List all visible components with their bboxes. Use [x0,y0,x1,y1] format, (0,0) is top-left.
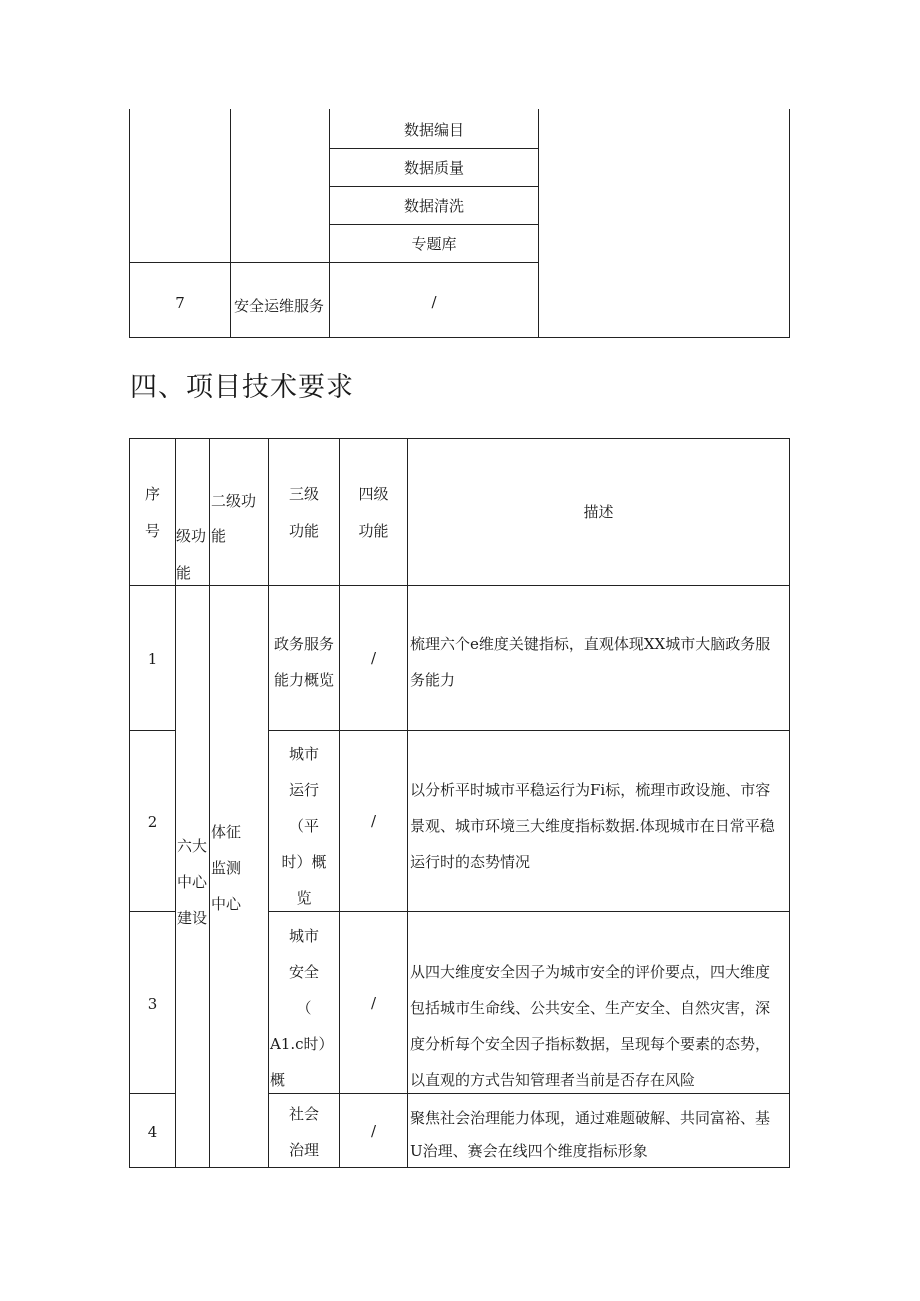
table-border [129,262,539,263]
row-third-level: （ [296,999,312,1017]
first-level-cell: 中心 [177,873,208,891]
row-description: 梳理六个e维度关键指标，直观体现XX城市大脑政务服 [410,635,771,653]
row-description: 包括城市生命线、公共安全、生产安全、自然灾害，深 [410,999,771,1017]
row-fourth-level: / [370,812,377,830]
header-fourth-level: 四级 [358,485,389,503]
header-fourth-level: 功能 [358,522,389,540]
table-border [329,148,539,149]
table-border [209,438,210,1168]
header-third-level: 三级 [288,485,319,503]
table-border [129,438,130,1168]
row-description: 从四大维度安全因子为城市安全的评价要点，四大维度 [410,963,771,981]
row-seq: 7 [175,294,185,312]
header-seq: 号 [144,522,160,540]
row-third-level: （平 [288,817,319,835]
table-cell: 专题库 [411,235,457,253]
table-border [230,109,231,338]
table-border [129,585,790,586]
table-cell: 数据编目 [403,121,464,139]
table-border [268,730,790,731]
table-border [268,438,269,1168]
row-third-level: A1.c时） [270,1035,334,1053]
row-third-level: 社会 [288,1105,319,1123]
row-description: 务能力 [410,671,456,689]
table-border [789,109,790,338]
header-second-level: 二级功 [211,492,257,510]
table-border [268,1093,790,1094]
table-border [129,337,790,338]
table-border [129,1167,790,1168]
row-description: U治理、赛会在线四个维度指标形象 [410,1142,648,1160]
row-description: 聚焦社会治理能力体现，通过难题破解、共同富裕、基 [410,1109,771,1127]
row-third-level: 运行 [288,781,319,799]
second-level-cell: 监测 [211,859,242,877]
row-description: 度分析每个安全因子指标数据，呈现每个要素的态势， [410,1035,771,1053]
table-border [175,438,176,1168]
row-fourth-level: / [370,1122,377,1140]
row-name: 安全运维服务 [234,297,325,315]
row-third-level: 时）概 [281,853,327,871]
header-first-level: 能 [176,564,192,582]
first-level-cell: 六大 [177,837,208,855]
section-heading: 四、项目技术要求 [130,372,354,403]
row-third-level: 城市 [288,745,319,763]
row-third-level: 安全 [288,963,319,981]
row-seq: 4 [147,1123,158,1141]
row-seq: 3 [147,995,158,1013]
row-third-level: 能力概览 [273,671,334,689]
row-third-level: 治理 [288,1141,319,1159]
row-third-level: 概 [270,1071,286,1089]
row-description: 景观、城市环境三大维度指标数据.体现城市在日常平稳 [410,817,775,835]
table-cell: 数据质量 [403,159,464,177]
table-border [129,1093,176,1094]
row-fourth-level: / [370,994,377,1012]
header-description: 描述 [583,503,614,521]
row-seq: 1 [147,650,158,668]
table-cell: 数据清洗 [403,197,464,215]
header-second-level: 能 [211,527,227,545]
second-level-cell: 中心 [211,895,242,913]
row-description: 运行时的态势情况 [410,853,531,871]
header-seq: 序 [144,485,160,503]
row-third-level: 览 [296,889,312,907]
table-border [329,224,539,225]
header-first-level: 级功 [176,527,207,545]
first-level-cell: 建设 [177,909,208,927]
table-border [129,730,176,731]
row-third-level: 政务服务 [273,635,334,653]
table-border [129,438,790,439]
row-description: 以分析平时城市平稳运行为Fi标，梳理市政设施、市容 [410,781,771,799]
second-level-cell: 体征 [211,823,242,841]
table-border [329,186,539,187]
row-seq: 2 [147,813,158,831]
table-border [789,438,790,1168]
table-border [339,438,340,1168]
table-border [407,438,408,1168]
header-third-level: 功能 [288,522,319,540]
table-border [268,911,790,912]
row-fourth-level: / [370,649,377,667]
row-description: 以直观的方式告知管理者当前是否存在风险 [410,1071,696,1089]
row-third-level: 城市 [288,927,319,945]
row-third: / [431,293,437,311]
table-border [129,911,176,912]
